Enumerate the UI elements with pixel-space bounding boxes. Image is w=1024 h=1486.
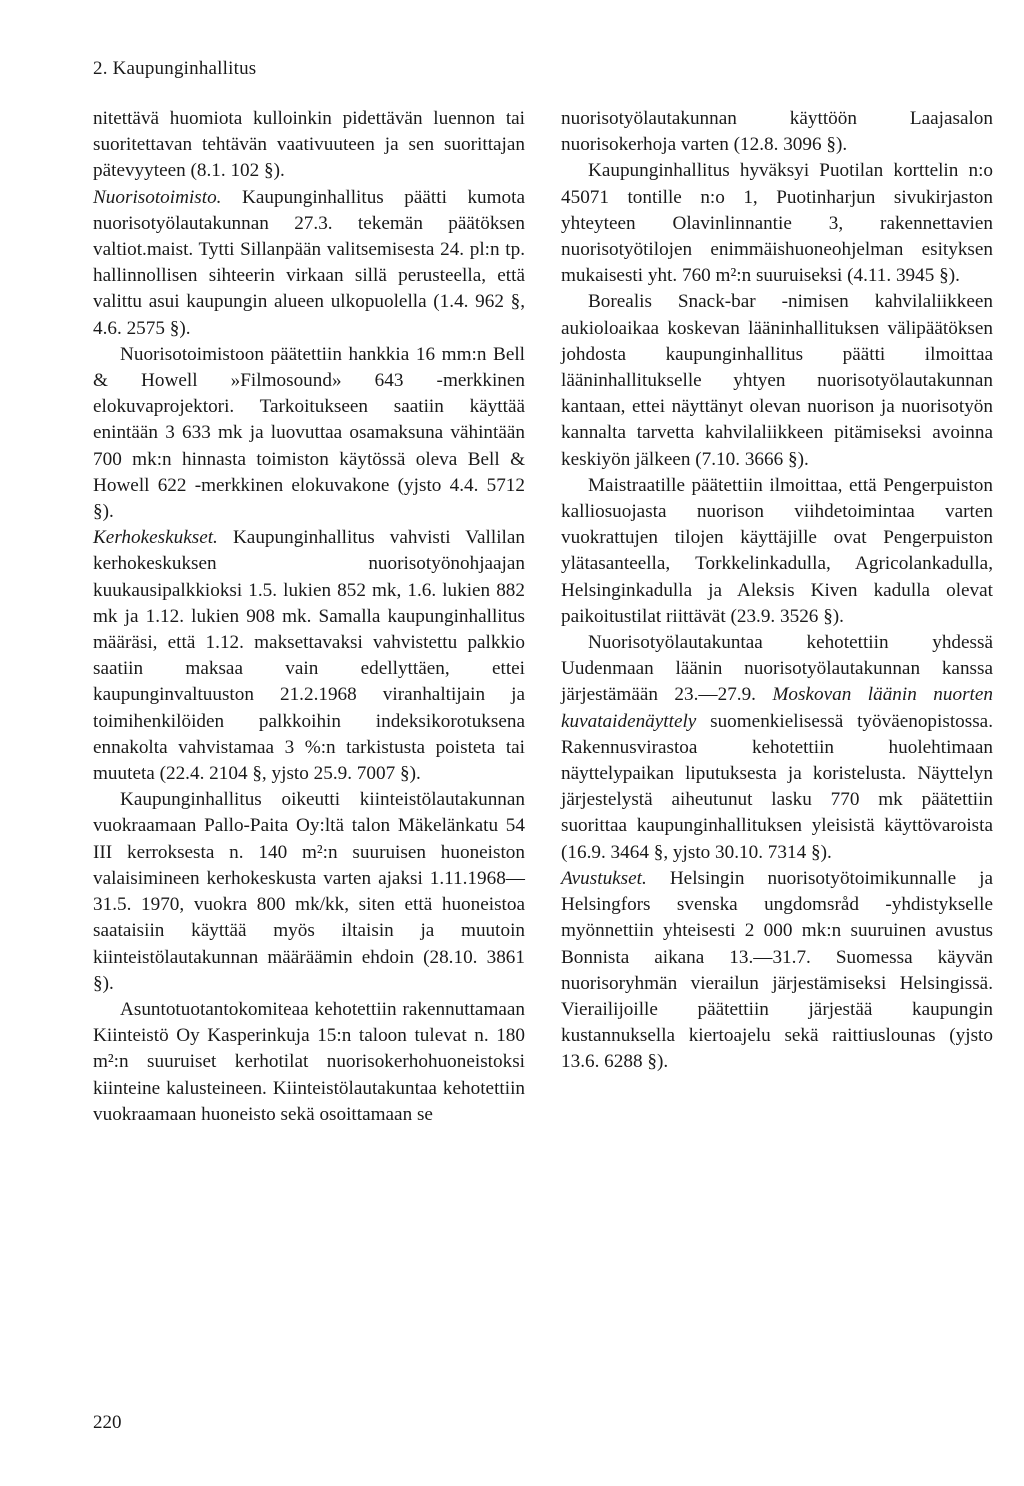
- paragraph: Kaupunginhallitus oikeutti kiinteistölautakunnan vuokraamaan Pallo-Paita Oy:ltä talon Mäkelänkatu 54 III kerroksesta n. 140 m²:n suuruisen huoneiston valaisimineen kerhokeskusta varten ajaksi 1.11.1968—31.5. 1970, vuokra 800 mk/kk, siten että huoneistoa saataisiin käyttää myös iltaisin ja muutoin kiinteistölautakunnan määräämin ehdoin (28.10. 3861 §).: [93, 789, 525, 994]
- paragraph-text: suomenkielisessä työväenopistossa. Rakennusvirastoa kehotettiin huolehtimaan näyttelypaikan liputuksesta ja koristelusta. Näyttelyn järjestelystä aiheutunut lasku 770 mk päätettiin suorittaa kaupunginhallituksen yleisistä käyttövaroista (16.9. 3464 §, yjsto 30.10. 7314 §).: [561, 710, 993, 863]
- paragraph: Asuntotuotantokomiteaa kehotettiin rakennuttamaan Kiinteistö Oy Kasperinkuja 15:n taloon tulevat n. 180 m²:n suuruiset kerhotilat nuorisokerhohuoneistoksi kiinteine kalusteineen. Kiinteistölautakuntaa kehotettiin vuokraamaan huoneisto sekä osoittamaan se: [93, 998, 525, 1125]
- paragraph: [93, 185, 525, 342]
- paragraph: nuorisotyölautakunnan käyttöön Laajasalon nuorisokerhoja varten (12.8. 3096 §).: [561, 108, 993, 156]
- paragraph: Maistraatille päätettiin ilmoittaa, että Pengerpuiston kalliosuojasta nuorison viihdetoimintaa varten vuokrattujen tilojen käyttäjille ovat Pengerpuiston ylätasanteella, Torkkelinkadulla, Agricolankadulla, Helsinginkadulla ja Aleksis Kiven kadulla olevat paikoitustilat riittävät (23.9. 3526 §).: [561, 474, 993, 627]
- section-heading: Avustukset.: [561, 867, 647, 889]
- page-number: 220: [93, 1412, 122, 1433]
- section-heading: Nuorisotoimisto.: [93, 186, 222, 208]
- paragraph: [561, 866, 993, 1076]
- paragraph-text: Helsingin nuorisotyötoimikunnalle ja Helsingfors svenska ungdomsråd -yhdistykselle myönnettiin yhteisesti 2 000 mk:n suuruinen avustus Bonnista aikana 13.—31.7. Suomessa käyvän nuorisoryhmän vierailun järjestämiseksi Helsingissä. Vierailijoille päätettiin järjestää kaupungin kustannuksella kiertoajelu sekä raittiuslounas (yjsto 13.6. 6288 §).: [561, 867, 993, 1073]
- exhibition-title: Moskovan läänin nuorten kuvataidenäyttely: [561, 684, 993, 732]
- right-column: [561, 106, 993, 1076]
- paragraph: [561, 630, 993, 866]
- paragraph-text: Kaupunginhallitus päätti kumota nuorisotyölautakunnan 27.3. tekemän päätöksen valtiot.maist. Tytti Sillanpään valitsemisesta 24. pl:n tp. hallinnollisen sihteerin virkaan sillä perusteella, että valittu asui kaupungin alueen ulkopuolella (1.4. 962 §, 4.6. 2575 §).: [93, 186, 525, 339]
- paragraph: Kaupunginhallitus hyväksyi Puotilan korttelin n:o 45071 tontille n:o 1, Puotinharjun sivukirjaston yhteyteen Olavinlinnantie 3, rakennettavien nuorisotyötilojen enimmäishuoneohjelman esityksen mukaisesti yht. 760 m²:n suuruiseksi (4.11. 3945 §).: [561, 160, 993, 287]
- paragraph: [93, 525, 525, 787]
- left-column: [93, 106, 525, 1128]
- paragraph-text: Nuorisotyölautakuntaa kehotettiin yhdessä Uudenmaan läänin nuorisotyölautakunnan kanssa järjestämään 23.—27.9.: [561, 632, 993, 706]
- running-header: 2. Kaupunginhallitus: [93, 58, 257, 79]
- paragraph: Nuorisotoimistoon päätettiin hankkia 16 mm:n Bell & Howell »Filmosound» 643 -merkkinen elokuvaprojektori. Tarkoitukseen saatiin käyttää enintään 3 633 mk ja luovuttaa osamaksuna vähintään 700 mk:n hinnasta toimiston käytössä oleva Bell & Howell 622 -merkkinen elokuvakone (yjsto 4.4. 5712 §).: [93, 343, 525, 523]
- paragraph: Borealis Snack-bar -nimisen kahvilaliikkeen aukioloaikaa koskevan lääninhallituksen välipäätöksen johdosta kaupunginhallitus päätti ilmoittaa lääninhallitukselle yhtyen nuorisotyölautakunnan kantaan, ettei näyttänyt olevan nuorison ja nuorisotyön kannalta tarvetta kahvilaliikkeen pitämiseksi avoinna keskiyön jälkeen (7.10. 3666 §).: [561, 291, 993, 470]
- section-heading: Kerhokeskukset.: [93, 527, 218, 549]
- paragraph: nitettävä huomiota kulloinkin pidettävän luennon tai suoritettavan tehtävän vaativuuteen ja sen suorittajan pätevyyteen (8.1. 102 §).: [93, 108, 525, 182]
- paragraph-text: Kaupunginhallitus vahvisti Vallilan kerhokeskuksen nuorisotyönohjaajan kuukausipalkkioksi 1.5. lukien 852 mk, 1.6. lukien 882 mk ja 1.12. lukien 908 mk. Samalla kaupunginhallitus määräsi, että 1.12. maksettavaksi vahvistettu palkkio saatiin maksaa vain edellyttäen, ettei kaupunginvaltuuston 21.2.1968 viranhaltijain ja toimihenkilöiden palkkoihin indeksikorotuksena ennakolta vahvistamaa 3 %:n tarkistusta poisteta tai muuteta (22.4. 2104 §, yjsto 25.9. 7007 §).: [93, 527, 525, 785]
